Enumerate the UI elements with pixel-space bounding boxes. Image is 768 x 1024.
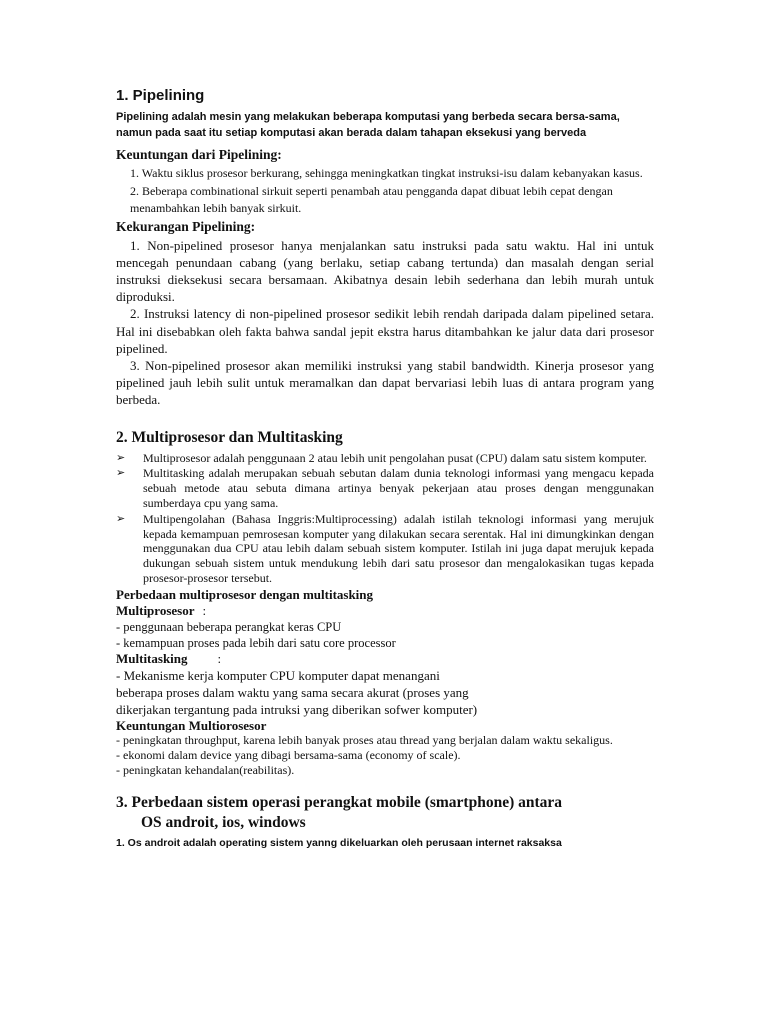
section-2-title: 2. Multiprosesor dan Multitasking: [116, 428, 343, 446]
multiprosesor-item: - kemampuan proses pada lebih dari satu core processor: [116, 635, 396, 650]
arrow-bullet-icon: ➢: [116, 512, 126, 525]
multitasking-line: dikerjakan tergantung pada intruksi yang diberikan sofwer komputer): [116, 701, 478, 717]
disadvantage-item: 1. Non-pipelined prosesor hanya menjalankan satu instruksi pada satu waktu. Hal ini untuk mencegah penundaan cabang (yang berlaku, setiap cabang tertunda) dan masalah dengan serial instruksi dieksekusi secara bersamaan. Akibatnya desain lebih sederhana dan lebih murah untuk diproduksi.: [116, 237, 654, 305]
arrow-bullet-icon: ➢: [116, 467, 126, 480]
section-3-title-line2: OS androit, ios, windows: [141, 813, 306, 831]
section-1-title: 1. Pipelining: [116, 87, 205, 104]
list-item: [116, 466, 654, 510]
document-page: [116, 86, 654, 856]
list-item-text: Multipengolahan (Bahasa Inggris:Multiprocessing) adalah istilah teknologi informasi yang merujuk kepada kemampuan pemrosesan komputer yang dilakukan secara serentak. Hal ini dimungkinkan dengan menggunakan dua CPU atau lebih dalam sebuah sistem komputer. Istilah ini juga dapat merujuk kepada dukungan sebuah sistem untuk mendukung lebih dari satu prosesor dan mengalokasikan tugas kepada prosesor-prosesor tersebut.: [143, 511, 654, 585]
multiprosesor-label: Multiprosesor: [116, 602, 195, 618]
advantage-item: 1. Waktu siklus prosesor berkurang, sehingga meningkatkan tingkat instruksi-isu dalam kebanyakan kasus.: [130, 166, 643, 180]
multitasking-label: Multitasking: [116, 650, 188, 666]
multiprosesor-label-row: [116, 603, 654, 619]
advantages-heading: Keuntungan dari Pipelining:: [116, 147, 282, 162]
list-item: [116, 512, 654, 586]
multiprosesor-item: - penggunaan beberapa perangkat keras CPU: [116, 619, 342, 634]
section-1-intro: Pipelining adalah mesin yang melakukan beberapa komputasi yang berbeda secara bersa-sama, namun pada saat itu setiap komputasi akan berada dalam tahapan eksekusi yang berveda: [116, 111, 620, 139]
keuntungan-item: - ekonomi dalam device yang dibagi bersama-sama (economy of scale).: [116, 747, 461, 762]
multitasking-line: beberapa proses dalam waktu yang sama secara akurat (proses yang: [116, 684, 469, 700]
list-item-text: Multiprosesor adalah penggunaan 2 atau lebih unit pengolahan pusat (CPU) dalam satu sistem komputer.: [143, 450, 647, 465]
multitasking-line: - Mekanisme kerja komputer CPU komputer dapat menangani: [116, 667, 440, 683]
disadvantages-heading: Kekurangan Pipelining:: [116, 218, 256, 234]
section-3-first-line: 1. Os androit adalah operating sistem yanng dikeluarkan oleh perusaan internet raksaksa: [116, 836, 562, 849]
list-item-text: Multitasking adalah merupakan sebuah sebutan dalam dunia teknologi informasi yang mengacu kepada sebuah metode atau sebuta dimana artinya benyak pekerjaan atau proses dengan menggunakan sumberdaya cpu yang sama.: [143, 466, 654, 510]
disadvantage-item: 3. Non-pipelined prosesor akan memiliki instruksi yang stabil bandwidth. Kinerja prosesor yang pipelined jauh lebih sulit untuk meramalkan dan dapat bervariasi lebih luas di antara program yang berbeda.: [116, 357, 654, 408]
section-3-title: [116, 793, 654, 833]
advantage-item: 2. Beberapa combinational sirkuit seperti penambah atau pengganda dapat dibuat lebih cepat dengan menambahkan lebih banyak sirkuit.: [130, 183, 613, 215]
section-3-title-line1: 3. Perbedaan sistem operasi perangkat mobile (smartphone) antara: [116, 793, 563, 811]
multiprosesor-colon: :: [202, 602, 207, 618]
multitasking-colon: :: [217, 650, 222, 666]
keuntungan-item: - peningkatan kehandalan(reabilitas).: [116, 762, 295, 777]
multitasking-label-row: [116, 651, 654, 667]
keuntungan-item: - peningkatan throughput, karena lebih banyak proses atau thread yang berjalan dalam waktu sekaligus.: [116, 732, 613, 747]
bullet-list: [116, 451, 654, 586]
disadvantage-item: 2. Instruksi latency di non-pipelined prosesor sedikit lebih rendah daripada dalam pipelined setara. Hal ini disebabkan oleh fakta bahwa sandal jepit ekstra harus ditambahkan ke jalur data dari prosesor pipelined.: [116, 306, 654, 356]
list-item: [116, 451, 654, 466]
keuntungan-heading: Keuntungan Multiorosesor: [116, 717, 267, 733]
difference-heading: Perbedaan multiprosesor dengan multitasking: [116, 586, 374, 602]
arrow-bullet-icon: ➢: [116, 451, 126, 464]
